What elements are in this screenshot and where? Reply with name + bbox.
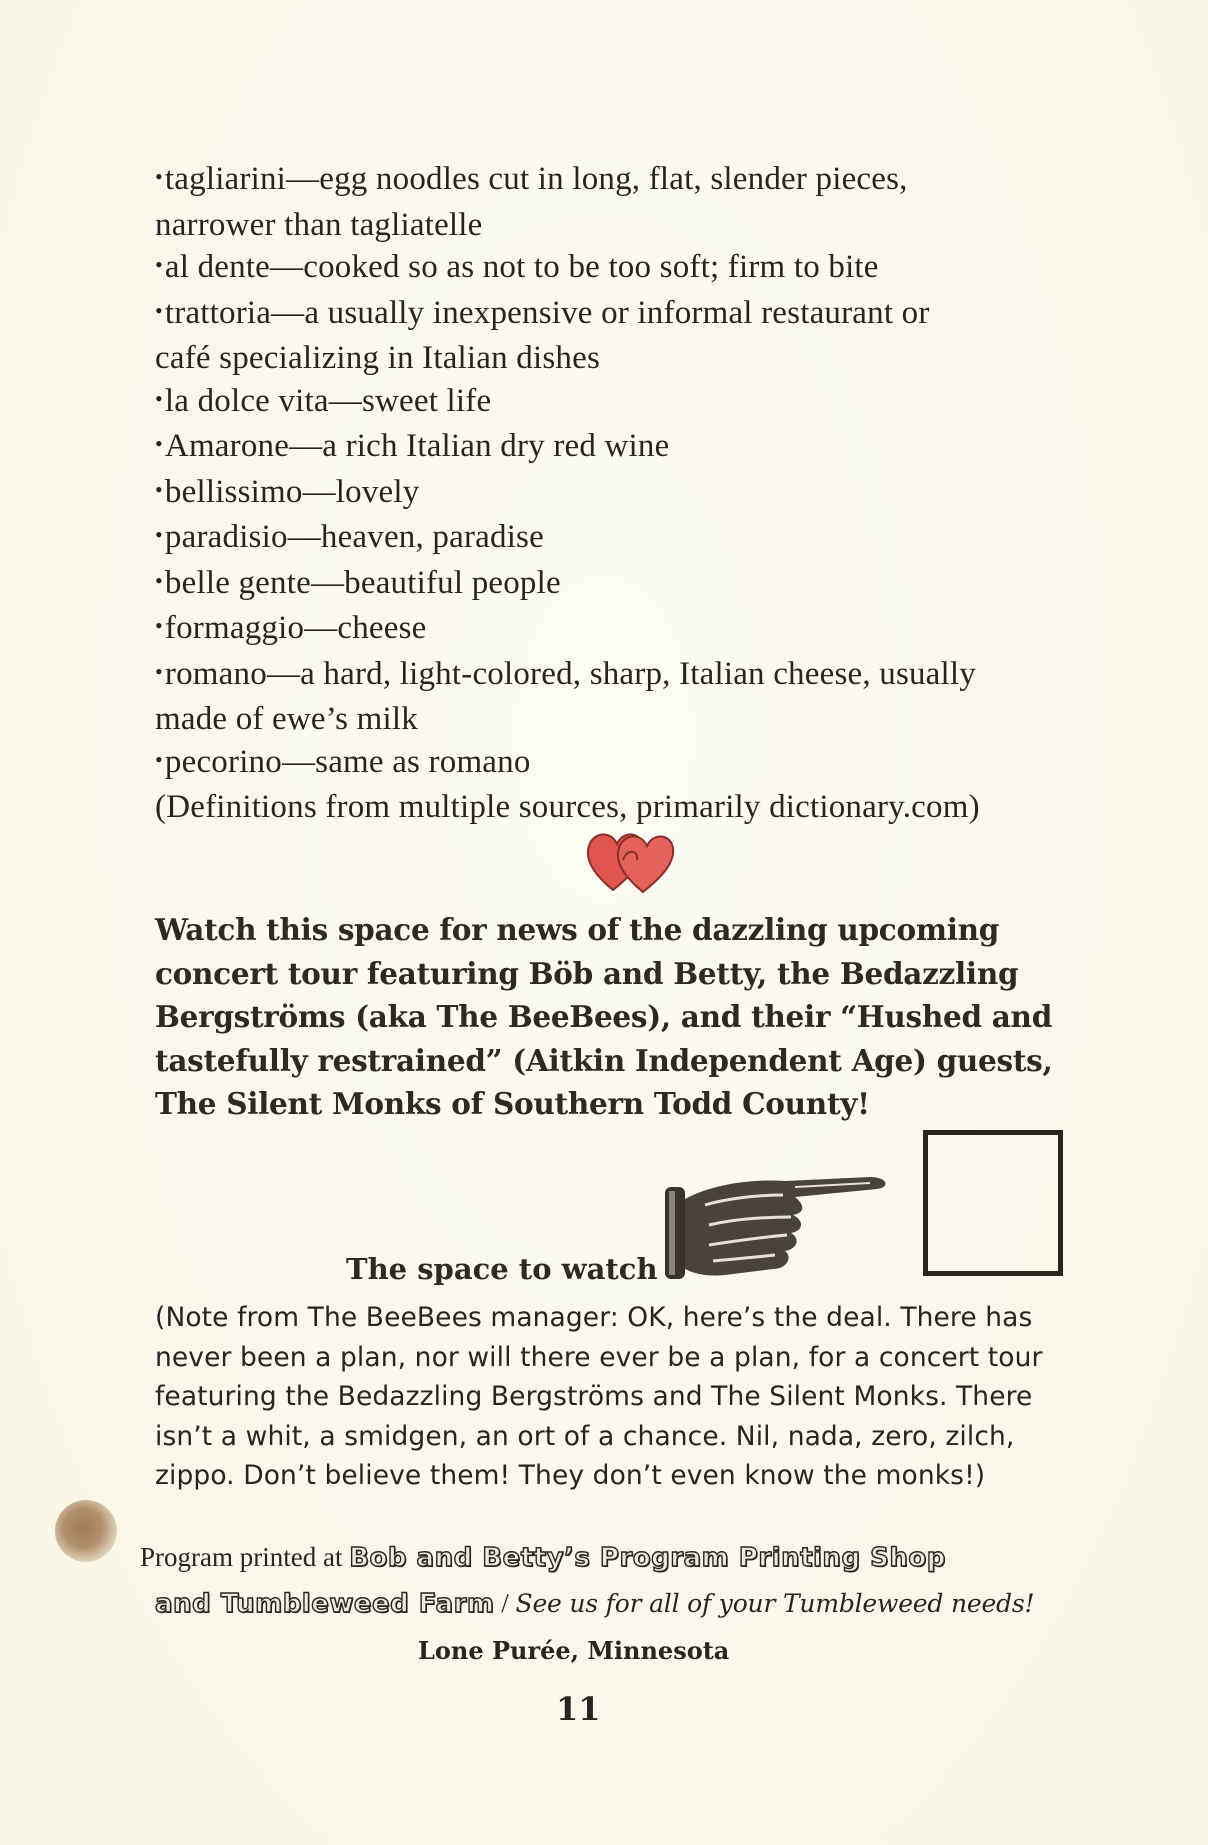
announcement-line: Bergströms (aka The BeeBees), and their “Hushed and <box>155 999 1053 1034</box>
bullet-icon: • <box>155 522 163 547</box>
glossary-text: made of ewe’s milk <box>155 701 418 737</box>
announcement-line: Watch this space for news of the dazzling upcoming <box>155 912 1000 947</box>
bullet-icon: • <box>155 385 163 411</box>
glossary-text: tagliarini—egg noodles cut in long, flat, slender pieces, <box>164 161 908 197</box>
printer-location: Lone Purée, Minnesota <box>418 1636 730 1665</box>
bullet-icon: • <box>155 252 163 277</box>
bullet-icon: • <box>155 746 163 772</box>
double-heart-icon <box>583 820 679 896</box>
printer-prefix: Program printed at <box>140 1542 350 1572</box>
space-to-watch-label: The space to watch <box>346 1252 658 1286</box>
printer-slogan: See us for all of your Tumbleweed needs! <box>515 1589 1035 1618</box>
announcement-line: concert tour featuring Böb and Betty, the Bedazzling <box>155 955 1019 991</box>
glossary-line <box>155 337 1115 380</box>
glossary <box>155 158 1115 829</box>
bullet-icon: • <box>155 613 163 638</box>
printer-credit-line-1 <box>140 1542 946 1573</box>
glossary-line <box>155 246 1115 292</box>
glossary-text: (Definitions from multiple sources, primarily dictionary.com) <box>155 789 980 825</box>
glossary-line <box>155 653 1115 699</box>
note-line: never been a plan, nor will there ever be a plan, for a concert tour <box>155 1341 1043 1373</box>
glossary-line <box>155 516 1115 562</box>
announcement-line: tastefully restrained” (Aitkin Independent Age) guests, <box>155 1042 1053 1078</box>
glossary-text: café specializing in Italian dishes <box>155 340 600 376</box>
glossary-text: pecorino—same as romano <box>164 743 531 780</box>
manager-note <box>155 1298 1115 1496</box>
pointing-hand-icon <box>665 1165 895 1285</box>
bullet-icon: • <box>155 567 163 593</box>
glossary-line <box>155 292 1115 338</box>
concert-announcement <box>155 908 1085 1126</box>
glossary-line <box>155 741 1115 787</box>
glossary-text: trattoria—a usually inexpensive or informal restaurant or <box>164 294 930 331</box>
printer-credit-line-2 <box>155 1588 1034 1619</box>
note-line: zippo. Don’t believe them! They don’t even know the monks!) <box>155 1460 986 1491</box>
space-to-watch-box <box>923 1130 1063 1276</box>
page-number: 11 <box>556 1690 601 1728</box>
bullet-icon: • <box>155 297 163 323</box>
glossary-text: formaggio—cheese <box>164 610 427 646</box>
glossary-line <box>155 158 1115 204</box>
bullet-icon: • <box>155 476 163 502</box>
glossary-line <box>155 562 1115 608</box>
glossary-line <box>155 471 1115 517</box>
glossary-text: Amarone—a rich Italian dry red wine <box>164 428 670 464</box>
bullet-icon: • <box>155 658 163 684</box>
glossary-line <box>155 607 1115 653</box>
note-line: isn’t a whit, a smidgen, an ort of a chance. Nil, nada, zero, zilch, <box>155 1420 1015 1452</box>
glossary-text: la dolce vita—sweet life <box>164 382 492 419</box>
note-line: (Note from The BeeBees manager: OK, here’s the deal. There has <box>155 1302 1033 1333</box>
glossary-text: narrower than tagliatelle <box>155 206 483 243</box>
printer-shop-name: Bob and Betty’s Program Printing Shop <box>349 1543 946 1573</box>
bullet-icon: • <box>155 164 163 189</box>
glossary-text: bellissimo—lovely <box>164 473 420 510</box>
glossary-line <box>155 380 1115 426</box>
printer-farm-name: and Tumbleweed Farm <box>155 1589 495 1619</box>
glossary-line <box>155 425 1115 471</box>
glossary-text: al dente—cooked so as not to be too soft; firm to bite <box>164 249 879 285</box>
glossary-text: belle gente—beautiful people <box>164 564 561 601</box>
printer-separator: / <box>494 1588 516 1618</box>
glossary-line <box>155 204 1115 247</box>
glossary-line <box>155 698 1115 741</box>
note-line: featuring the Bedazzling Bergströms and The Silent Monks. There <box>155 1381 1033 1412</box>
glossary-text: romano—a hard, light-colored, sharp, Italian cheese, usually <box>164 655 976 692</box>
coffee-stain <box>55 1500 117 1562</box>
announcement-line: The Silent Monks of Southern Todd County! <box>155 1086 870 1121</box>
bullet-icon: • <box>155 431 163 456</box>
glossary-text: paradisio—heaven, paradise <box>164 519 544 555</box>
